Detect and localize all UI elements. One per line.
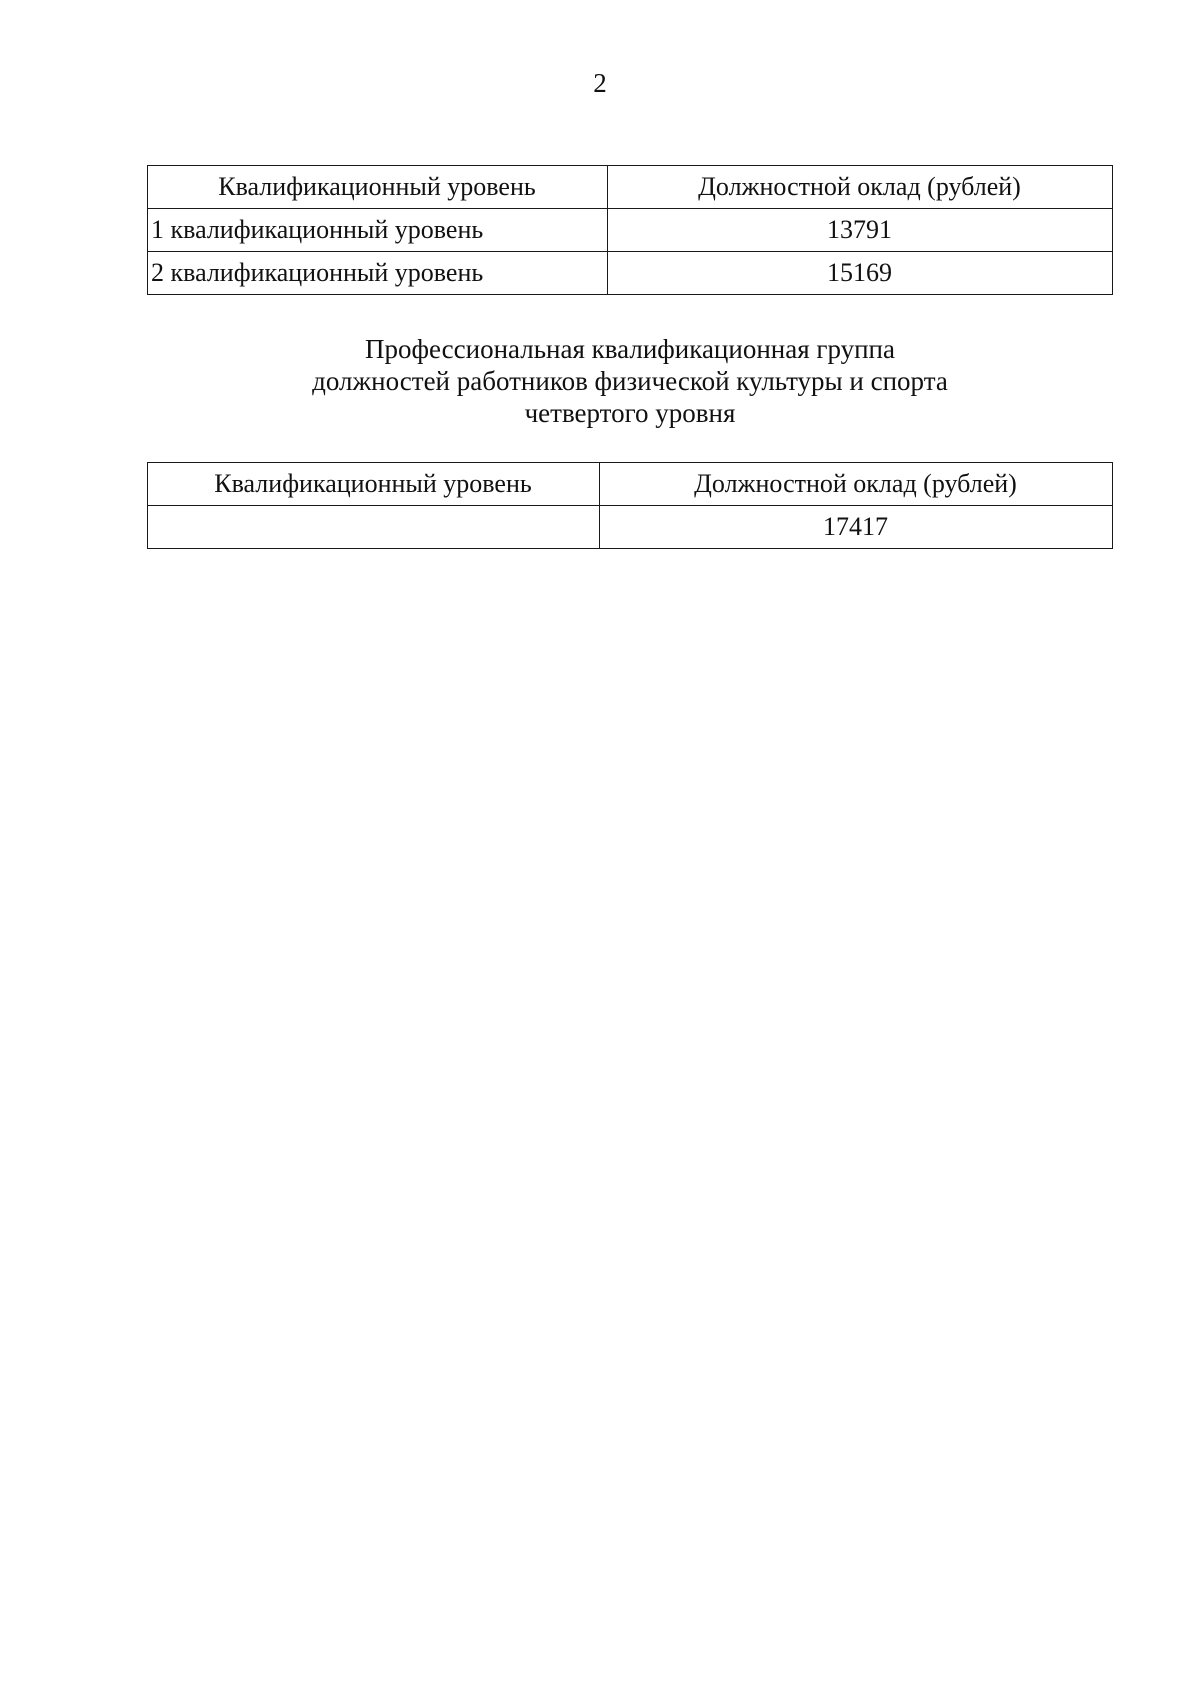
table-row (148, 209, 1113, 252)
header-salary: Должностной оклад (рублей) (608, 166, 1113, 209)
group-heading-line: четвертого уровня (524, 398, 736, 428)
group-heading (0, 333, 1200, 429)
page-number: 2 (593, 68, 607, 98)
group-heading-line: Профессиональная квалификационная группа (365, 334, 895, 364)
table-row (148, 252, 1113, 295)
cell-qualification-level (148, 506, 600, 549)
salary-table-2 (147, 462, 1113, 549)
cell-qualification-level: 1 квалификационный уровень (148, 209, 608, 252)
header-qualification-level: Квалификационный уровень (148, 463, 600, 506)
header-qualification-level: Квалификационный уровень (148, 166, 608, 209)
table-row (148, 506, 1113, 549)
cell-salary: 15169 (608, 252, 1113, 295)
table-header-row (148, 166, 1113, 209)
group-heading-line: должностей работников физической культуры и спорта (312, 366, 948, 396)
header-salary: Должностной оклад (рублей) (600, 463, 1113, 506)
salary-table-1 (147, 165, 1113, 295)
cell-salary: 17417 (600, 506, 1113, 549)
table-header-row (148, 463, 1113, 506)
cell-salary: 13791 (608, 209, 1113, 252)
cell-qualification-level: 2 квалификационный уровень (148, 252, 608, 295)
